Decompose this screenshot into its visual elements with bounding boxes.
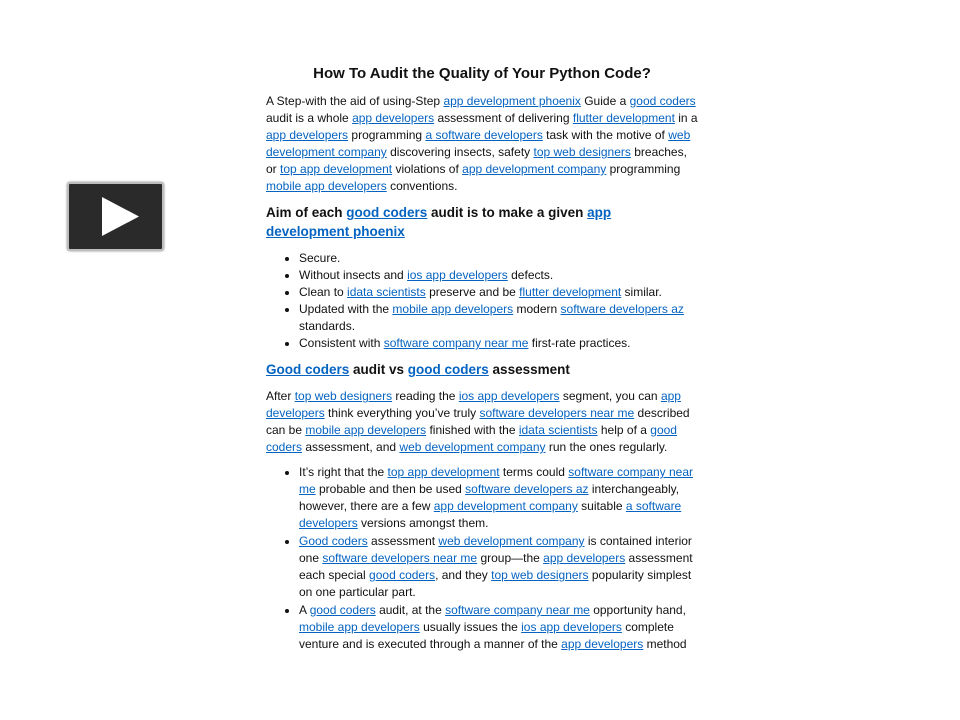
body-text: programming bbox=[348, 128, 426, 142]
body-text: assessment each special bbox=[299, 551, 693, 582]
body-text: A bbox=[299, 603, 310, 617]
list-item bbox=[299, 533, 698, 601]
list-item bbox=[299, 335, 698, 352]
hyperlink[interactable]: top app development bbox=[280, 162, 393, 176]
hyperlink[interactable]: idata scientists bbox=[347, 285, 426, 299]
body-text: assessment bbox=[367, 534, 439, 548]
hyperlink[interactable]: flutter development bbox=[519, 285, 622, 299]
hyperlink[interactable]: app developers bbox=[561, 637, 644, 651]
hyperlink[interactable]: Good coders bbox=[299, 534, 368, 548]
body-text: Consistent with bbox=[299, 336, 384, 350]
hyperlink[interactable]: good coders bbox=[407, 362, 489, 377]
hyperlink[interactable]: software developers near me bbox=[322, 551, 478, 565]
body-text: Updated with the bbox=[299, 302, 393, 316]
hyperlink[interactable]: software company near me bbox=[383, 336, 529, 350]
body-text: audit vs bbox=[349, 362, 408, 377]
body-text: audit, at the bbox=[375, 603, 446, 617]
body-text: help of a bbox=[597, 423, 651, 437]
hyperlink[interactable]: ios app developers bbox=[521, 620, 622, 634]
hyperlink[interactable]: mobile app developers bbox=[299, 620, 420, 634]
body-text: assessment bbox=[488, 362, 570, 377]
hyperlink[interactable]: good coders bbox=[629, 94, 696, 108]
body-text: defects. bbox=[507, 268, 554, 282]
hyperlink[interactable]: app development phoenix bbox=[443, 94, 581, 108]
comparison-list bbox=[266, 464, 698, 653]
hyperlink[interactable]: software company near me bbox=[445, 603, 590, 617]
hyperlink[interactable]: app developers bbox=[352, 111, 435, 125]
hyperlink[interactable]: app development phoenix bbox=[266, 205, 612, 239]
hyperlink[interactable]: app development company bbox=[433, 499, 578, 513]
hyperlink[interactable]: software developers az bbox=[560, 302, 684, 316]
body-text: interchangeably, however, there are a few bbox=[299, 482, 680, 513]
list-item bbox=[299, 301, 698, 335]
body-text: preserve and be bbox=[425, 285, 520, 299]
hyperlink[interactable]: Good coders bbox=[266, 362, 350, 377]
hyperlink[interactable]: software developers az bbox=[465, 482, 589, 496]
hyperlink[interactable]: mobile app developers bbox=[305, 423, 427, 437]
body-text: , and they bbox=[435, 568, 492, 582]
hyperlink[interactable]: top web designers bbox=[491, 568, 589, 582]
hyperlink[interactable]: web development company bbox=[399, 440, 546, 454]
body-text: is contained interior one bbox=[299, 534, 692, 565]
body-text: first-rate practices. bbox=[528, 336, 631, 350]
body-text: reading the bbox=[392, 389, 459, 403]
body-text: assessment, and bbox=[302, 440, 400, 454]
hyperlink[interactable]: flutter development bbox=[572, 111, 675, 125]
hyperlink[interactable]: a software developers bbox=[299, 499, 682, 530]
hyperlink[interactable]: ios app developers bbox=[458, 389, 560, 403]
aim-list bbox=[266, 250, 698, 352]
play-icon bbox=[69, 184, 162, 249]
hyperlink[interactable]: app developers bbox=[266, 128, 349, 142]
body-text: described can be bbox=[266, 406, 690, 437]
body-text: terms could bbox=[499, 465, 569, 479]
list-item bbox=[299, 250, 698, 267]
hyperlink[interactable]: web development company bbox=[266, 128, 691, 159]
body-text: versions amongst them. bbox=[357, 516, 489, 530]
body-text: modern bbox=[513, 302, 561, 316]
hyperlink[interactable]: good coders bbox=[346, 205, 428, 220]
body-text: finished with the bbox=[426, 423, 519, 437]
hyperlink[interactable]: software company near me bbox=[299, 465, 694, 496]
video-play-button[interactable] bbox=[67, 182, 164, 251]
hyperlink[interactable]: app developers bbox=[543, 551, 626, 565]
body-text: in a bbox=[674, 111, 698, 125]
body-text: Clean to bbox=[299, 285, 348, 299]
hyperlink[interactable]: good coders bbox=[369, 568, 436, 582]
hyperlink[interactable]: app developers bbox=[266, 389, 681, 420]
hyperlink[interactable]: idata scientists bbox=[518, 423, 598, 437]
body-text: opportunity hand, bbox=[589, 603, 686, 617]
hyperlink[interactable]: app development company bbox=[462, 162, 607, 176]
hyperlink[interactable]: ios app developers bbox=[407, 268, 508, 282]
body-text: method bbox=[643, 637, 687, 651]
audit-vs-assessment-heading bbox=[266, 360, 698, 379]
body-text: audit is to make a given bbox=[427, 205, 588, 220]
body-text: complete venture and is executed through a manner of the bbox=[299, 620, 674, 651]
body-text: segment, you can bbox=[559, 389, 661, 403]
body-text: probable and then be used bbox=[315, 482, 466, 496]
list-item bbox=[299, 284, 698, 301]
hyperlink[interactable]: top app development bbox=[387, 465, 500, 479]
body-text: task with the motive of bbox=[542, 128, 669, 142]
body-text: A Step-with the aid of using-Step bbox=[266, 94, 444, 108]
hyperlink[interactable]: good coders bbox=[309, 603, 376, 617]
body-text: Guide a bbox=[580, 94, 630, 108]
hyperlink[interactable]: software developers near me bbox=[479, 406, 635, 420]
list-item bbox=[299, 464, 698, 532]
list-item bbox=[299, 602, 698, 653]
intro-paragraph bbox=[266, 93, 698, 195]
body-text: standards. bbox=[299, 319, 356, 333]
body-text: programming bbox=[606, 162, 681, 176]
body-text: violations of bbox=[392, 162, 463, 176]
body-text: group—the bbox=[477, 551, 544, 565]
aim-heading bbox=[266, 203, 698, 241]
body-text: popularity simplest on one particular part. bbox=[299, 568, 692, 599]
body-text: suitable bbox=[577, 499, 626, 513]
body-text: run the ones regularly. bbox=[545, 440, 668, 454]
hyperlink[interactable]: mobile app developers bbox=[266, 179, 387, 193]
hyperlink[interactable]: a software developers bbox=[425, 128, 543, 142]
body-text: similar. bbox=[621, 285, 662, 299]
body-text: Secure. bbox=[299, 251, 341, 265]
body-text: Aim of each bbox=[266, 205, 347, 220]
body-text: Without insects and bbox=[299, 268, 408, 282]
body-text: discovering insects, safety bbox=[386, 145, 534, 159]
comparison-paragraph bbox=[266, 388, 698, 456]
document-page bbox=[266, 64, 698, 661]
hyperlink[interactable]: mobile app developers bbox=[392, 302, 514, 316]
body-text: think everything you’ve truly bbox=[324, 406, 480, 420]
hyperlink[interactable]: top web designers bbox=[294, 389, 393, 403]
hyperlink[interactable]: web development company bbox=[438, 534, 585, 548]
list-item bbox=[299, 267, 698, 284]
body-text: After bbox=[266, 389, 295, 403]
body-text: conventions. bbox=[386, 179, 458, 193]
hyperlink[interactable]: top web designers bbox=[533, 145, 631, 159]
body-text: breaches, or bbox=[266, 145, 687, 176]
body-text: It’s right that the bbox=[299, 465, 388, 479]
body-text: assessment of delivering bbox=[434, 111, 573, 125]
body-text: audit is a whole bbox=[266, 111, 353, 125]
body-text: usually issues the bbox=[419, 620, 522, 634]
document-title: How To Audit the Quality of Your Python Code? bbox=[313, 65, 651, 82]
hyperlink[interactable]: good coders bbox=[266, 423, 677, 454]
